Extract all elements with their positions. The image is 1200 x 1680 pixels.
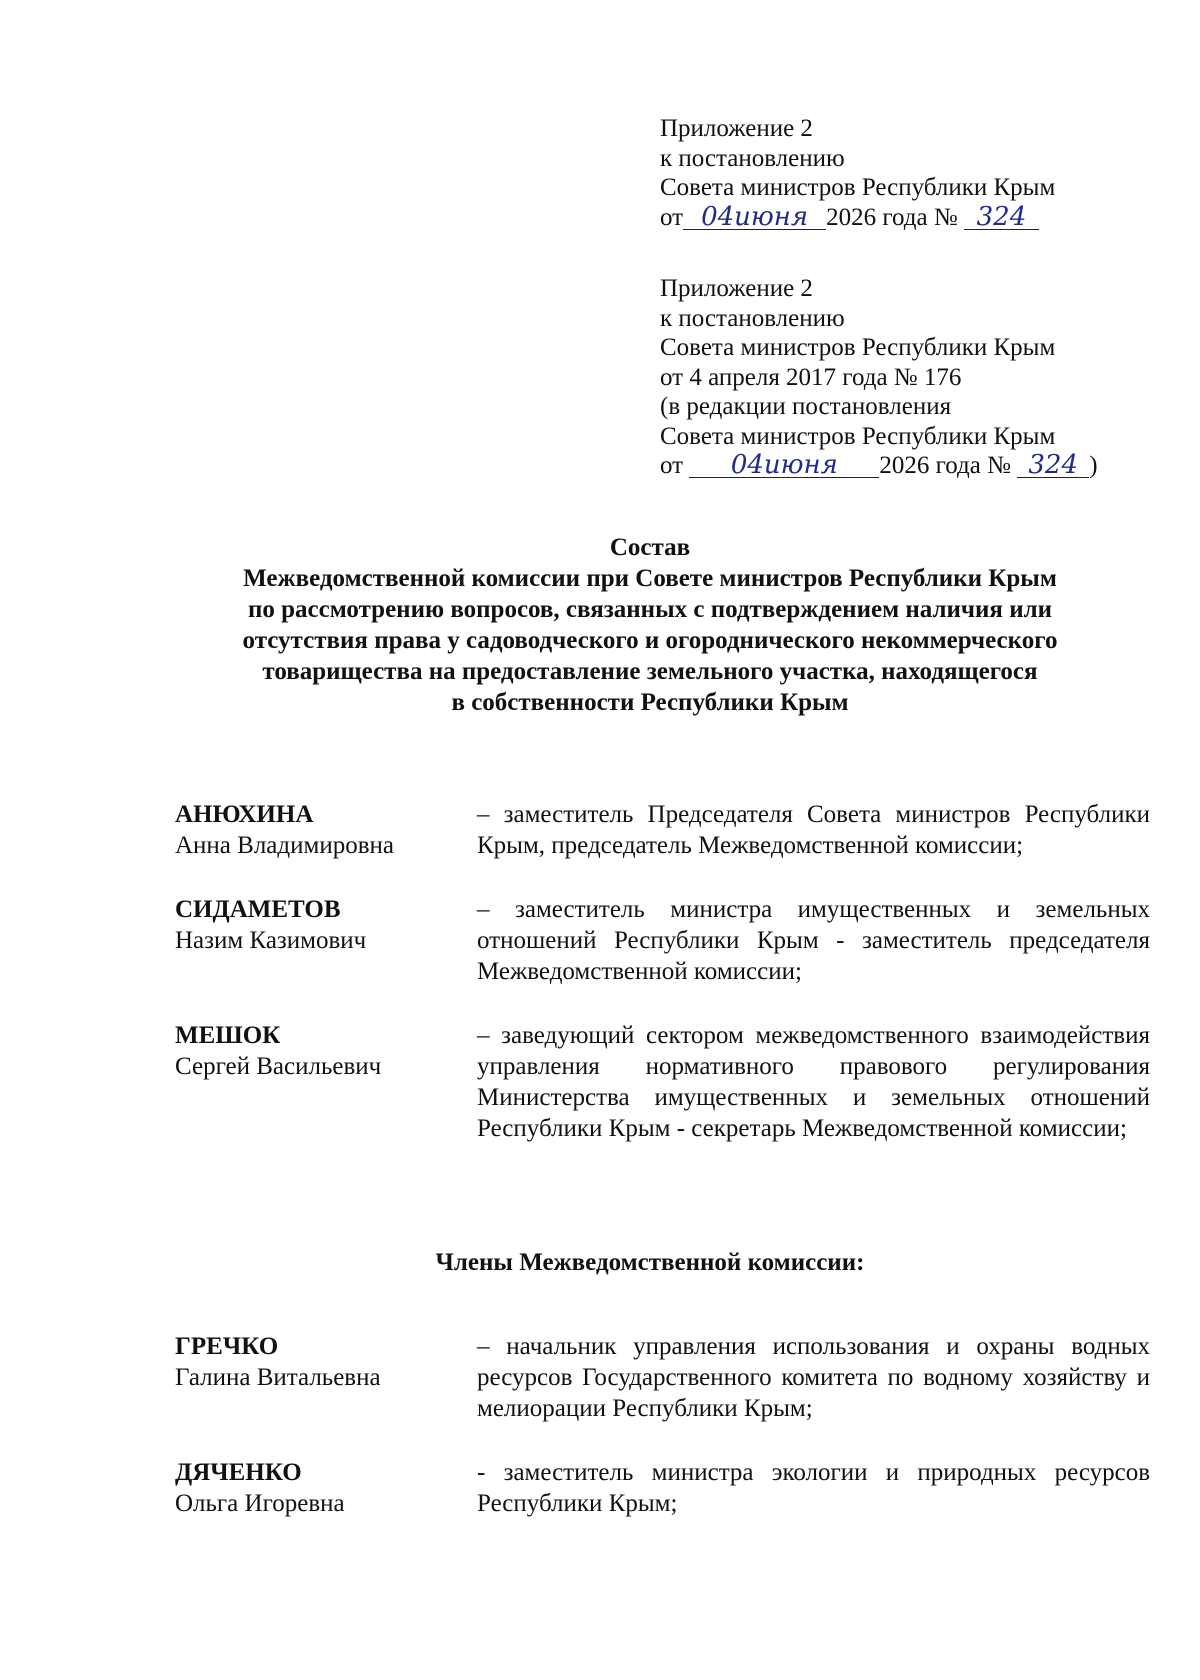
member-role: – заместитель Председателя Совета министров Республики Крым, председатель Межведомственной комиссии; [477, 801, 1150, 859]
member-entry [175, 1457, 1150, 1519]
member-given-name: Назим Казимович [175, 927, 367, 954]
member-entry [175, 1331, 1150, 1424]
handwritten-number: 324 [964, 205, 1039, 230]
member-given-name: Анна Владимировна [175, 832, 394, 859]
annex-to-resolution: к постановлению [660, 304, 845, 332]
member-given-name: Ольга Игоревна [175, 1490, 345, 1517]
title-line: по рассмотрению вопросов, связанных с подтверждением наличия или [247, 596, 1053, 623]
annex-label: Приложение 2 [660, 275, 813, 302]
title-line: в собственности Республики Крым [451, 689, 849, 716]
annex-council: Совета министров Республики Крым [660, 422, 1056, 450]
member-given-name: Сергей Васильевич [175, 1053, 382, 1080]
member-surname: МЕШОК [175, 1022, 281, 1049]
member-entry [175, 799, 1150, 861]
members-heading: Члены Межведомственной комиссии: [435, 1249, 865, 1276]
annex-to-resolution: к постановлению [660, 144, 845, 172]
member-entry [175, 1020, 1150, 1144]
member-surname: СИДАМЕТОВ [175, 896, 341, 923]
annex-date-line [660, 451, 1120, 481]
member-surname: ДЯЧЕНКО [175, 1459, 302, 1486]
member-name [175, 1331, 475, 1393]
year-text: 2026 года № [826, 203, 958, 231]
closing-paren: ) [1089, 452, 1098, 479]
annex-council: Совета министров Республики Крым [660, 174, 1056, 201]
date-prefix: от [660, 203, 684, 231]
member-name [175, 1020, 475, 1082]
title-line: Межведомственной комиссии при Совете министров Республики Крым [243, 565, 1057, 592]
member-name [175, 799, 475, 861]
annex-label: Приложение 2 [660, 115, 813, 142]
date-prefix: от [660, 452, 684, 479]
year-text: 2026 года № [879, 452, 1011, 479]
handwritten-date: 04июня [683, 205, 826, 230]
member-role: - заместитель министра экологии и природных ресурсов Республики Крым; [477, 1459, 1150, 1517]
member-surname: ГРЕЧКО [175, 1333, 279, 1360]
annex-date-line [660, 203, 1120, 233]
leadership-list [175, 799, 1150, 1177]
handwritten-number: 324 [1017, 453, 1089, 478]
handwritten-date: 04июня [689, 453, 879, 478]
member-surname: АНЮХИНА [175, 801, 314, 828]
annex-council: Совета министров Республики Крым [660, 334, 1056, 361]
annex-edition-note: (в редакции постановления [660, 393, 952, 420]
member-entry [175, 894, 1150, 987]
members-list [175, 1331, 1150, 1552]
annex-header-original [660, 274, 1120, 481]
member-name [175, 894, 475, 956]
member-name [175, 1457, 475, 1519]
title-line: товарищества на предоставление земельного участка, находящегося [262, 658, 1038, 685]
annex-header-current [660, 114, 1120, 232]
title-line: отсутствия права у садоводческого и огороднического некоммерческого [242, 627, 1058, 654]
member-role: – заместитель министра имущественных и земельных отношений Республики Крым - заместитель председателя Межведомственной комиссии; [477, 896, 1150, 985]
annex-original-date: от 4 апреля 2017 года № 176 [660, 363, 962, 391]
title-line: Состав [609, 534, 691, 561]
document-title [150, 532, 1150, 718]
member-role: – заведующий сектором межведомственного взаимодействия управления нормативного правового регулирования Министерства имущественных и земельных отношений Республики Крым - секретарь Межведомственной комиссии; [477, 1022, 1150, 1142]
member-role: – начальник управления использования и охраны водных ресурсов Государственного комитета по водному хозяйству и мелиорации Республики Крым; [477, 1333, 1150, 1422]
member-given-name: Галина Витальевна [175, 1364, 381, 1391]
